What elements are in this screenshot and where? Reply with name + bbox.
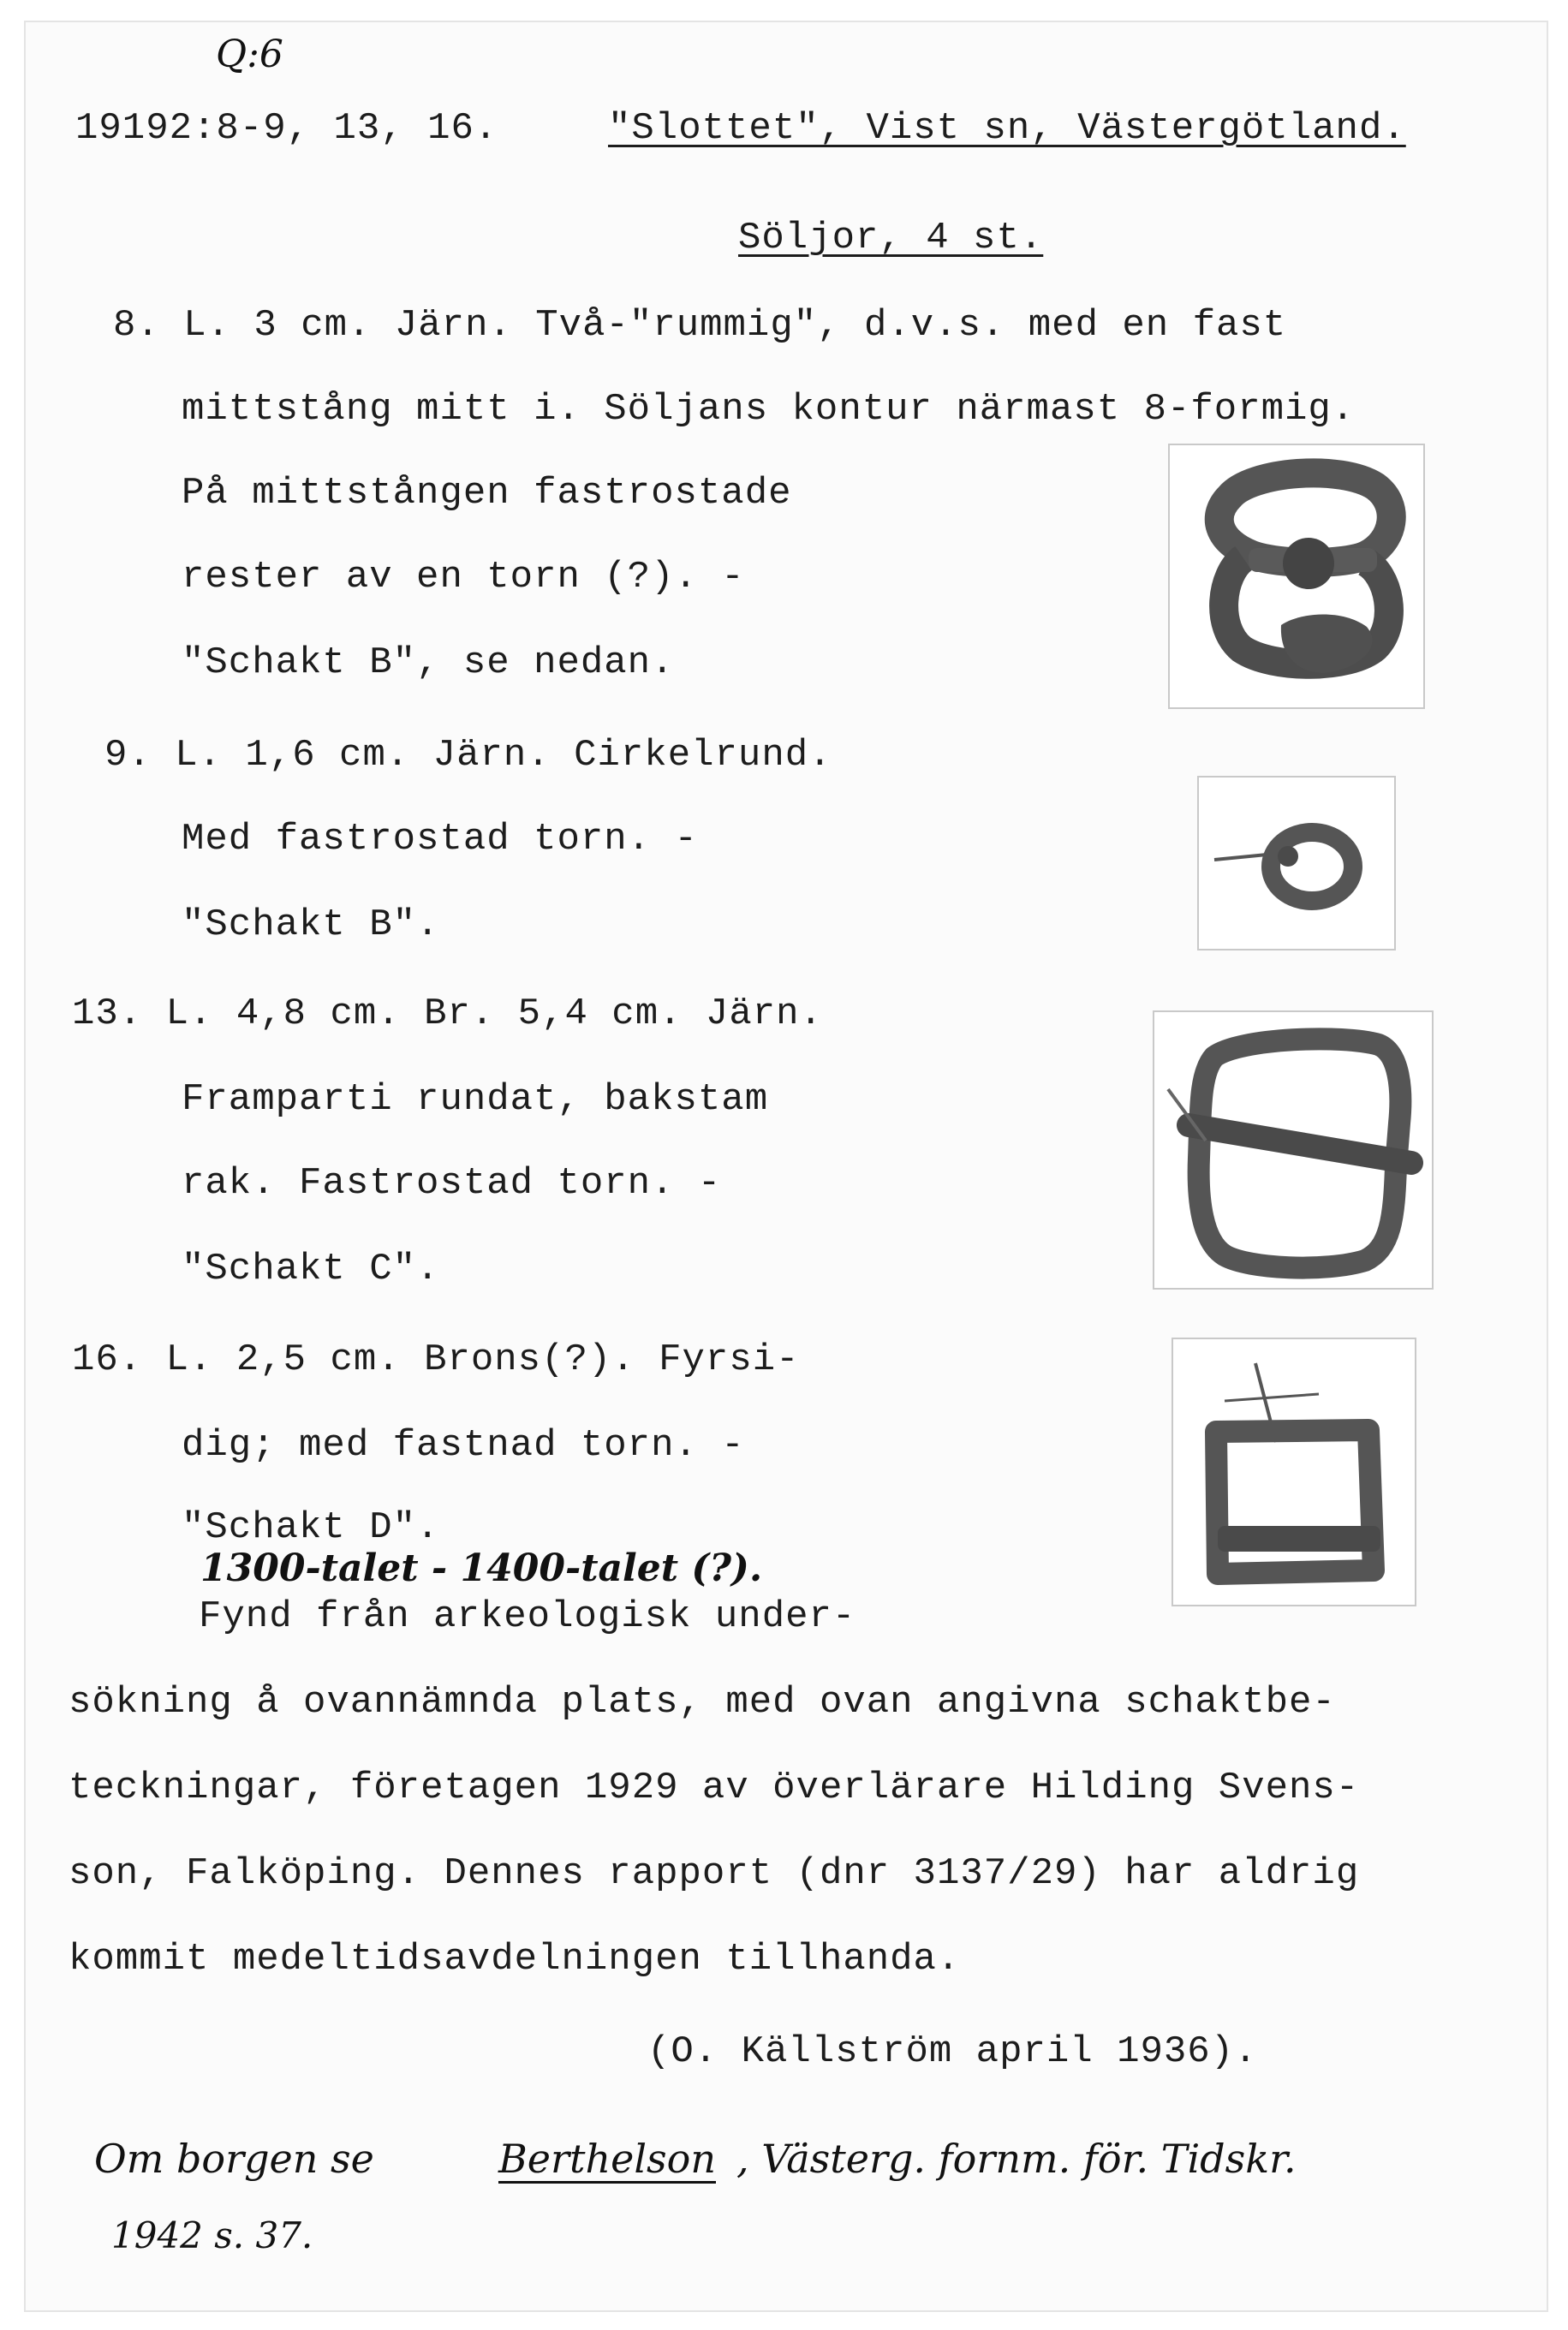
item-16-line-3: "Schakt D".	[182, 1506, 440, 1549]
item-8-line-5: "Schakt B", se nedan.	[182, 641, 675, 684]
buckle-square-photo	[1172, 1338, 1416, 1606]
item-13-line-2: Framparti rundat, bakstam	[182, 1078, 769, 1121]
description-line-2: sökning å ovannämnda plats, med ovan angivna schaktbe-	[69, 1681, 1336, 1724]
handwritten-reference-end: , Västerg. fornm. för. Tidskr.	[736, 2136, 1297, 2182]
catalog-mark: Q:6	[216, 33, 283, 76]
item-8-line-3: På mittstången fastrostade	[182, 472, 792, 515]
subject-title: Söljor, 4 st.	[738, 217, 1044, 259]
item-8-line-4: rester av en torn (?). -	[182, 556, 745, 599]
item-9-line-3: "Schakt B".	[182, 903, 440, 946]
description-line-4: son, Falköping. Dennes rapport (dnr 3137/29) har aldrig	[69, 1852, 1360, 1895]
buckle-8-photo	[1168, 444, 1425, 709]
dating-note: 1300-talet - 1400-talet (?).	[200, 1546, 763, 1590]
buckle-round-photo	[1197, 776, 1396, 950]
buckle-d-shaped-photo	[1153, 1010, 1434, 1290]
item-13-line-1: 13. L. 4,8 cm. Br. 5,4 cm. Järn.	[72, 992, 823, 1035]
item-13-line-4: "Schakt C".	[182, 1248, 440, 1290]
handwritten-reference-start: Om borgen se	[94, 2136, 374, 2182]
item-16-line-1: 16. L. 2,5 cm. Brons(?). Fyrsi-	[72, 1338, 800, 1381]
item-9-line-1: 9. L. 1,6 cm. Järn. Cirkelrund.	[104, 734, 832, 777]
item-13-line-3: rak. Fastrostad torn. -	[182, 1162, 722, 1205]
description-line-3: teckningar, företagen 1929 av överlärare Hilding Svens-	[69, 1767, 1360, 1809]
signature: (O. Källström april 1936).	[647, 2030, 1258, 2073]
item-16-line-2: dig; med fastnad torn. -	[182, 1424, 745, 1467]
item-9-line-2: Med fastrostad torn. -	[182, 818, 698, 861]
item-8-line-1: 8. L. 3 cm. Järn. Två-"rummig", d.v.s. med en fast	[113, 304, 1287, 347]
handwritten-reference-page: 1942 s. 37.	[111, 2214, 313, 2256]
handwritten-reference-author: Berthelson	[498, 2136, 716, 2182]
description-line-5: kommit medeltidsavdelningen tillhanda.	[69, 1938, 961, 1981]
item-8-line-2: mittstång mitt i. Söljans kontur närmast 8-formig.	[182, 388, 1356, 431]
find-location: "Slottet", Vist sn, Västergötland.	[608, 107, 1406, 150]
inventory-number: 19192:8-9, 13, 16.	[75, 107, 498, 150]
description-line-1: Fynd från arkeologisk under-	[199, 1595, 856, 1638]
